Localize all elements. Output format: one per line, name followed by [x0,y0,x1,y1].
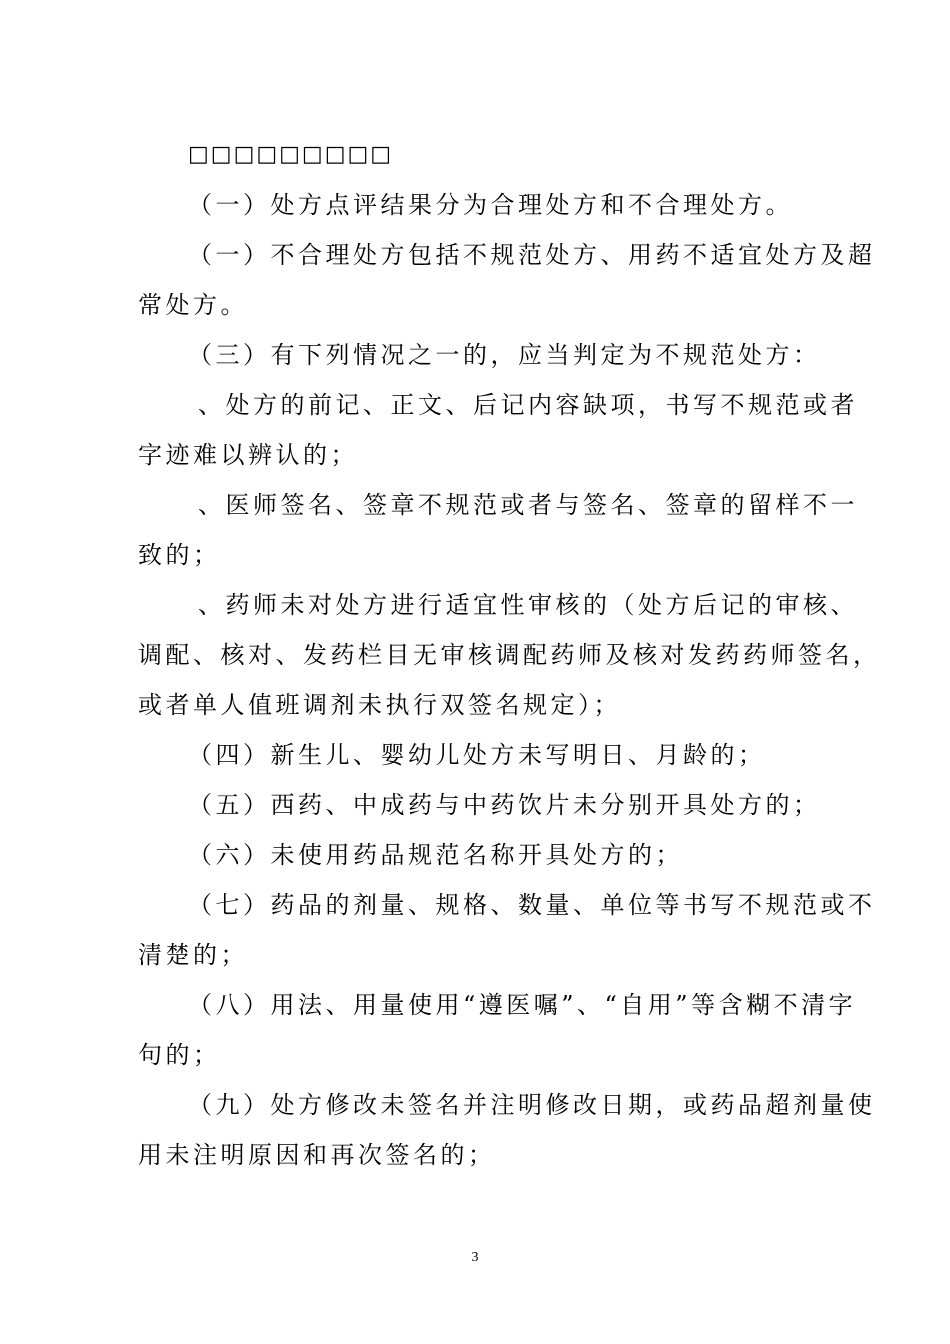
paragraph-line: （五）西药、中成药与中药饮片未分别开具处方的； [188,791,821,819]
paragraph-line: （八）用法、用量使用“遵医嘱”、“自用”等含糊不清字 [188,991,857,1019]
paragraph-line: （一）不合理处方包括不规范处方、用药不适宜处方及超 [188,241,876,269]
paragraph-line: 、医师签名、签章不规范或者与签名、签章的留样不一 [198,491,858,519]
paragraph-line: 调配、核对、发药栏目无审核调配药师及核对发药药师签名， [138,641,881,669]
paragraph-line: 清楚的； [138,941,248,969]
paragraph-line: 或者单人值班调剂未执行双签名规定）； [138,691,621,719]
paragraph-line: 、药师未对处方进行适宜性审核的（处方后记的审核、 [198,591,858,619]
paragraph-line: 、处方的前记、正文、后记内容缺项，书写不规范或者 [198,391,858,419]
paragraph-line: （六）未使用药品规范名称开具处方的； [188,841,683,869]
paragraph-line: 字迹难以辨认的； [138,441,358,469]
paragraph-line: （四）新生儿、婴幼儿处方未写明日、月龄的； [188,741,766,769]
section-heading: □□□□□□□□□ [188,142,394,167]
paragraph-line: 致的； [138,541,221,569]
paragraph-line: （一）处方点评结果分为合理处方和不合理处方。 [188,191,793,219]
paragraph-line: （七）药品的剂量、规格、数量、单位等书写不规范或不 [188,891,876,919]
paragraph-line: （三）有下列情况之一的，应当判定为不规范处方： [188,341,821,369]
paragraph-line: 句的； [138,1041,221,1069]
page-number: 3 [471,1250,479,1265]
paragraph-line: 常处方。 [138,291,248,319]
paragraph-line: （九）处方修改未签名并注明修改日期，或药品超剂量使 [188,1091,876,1119]
paragraph-line: 用未注明原因和再次签名的； [138,1141,496,1169]
